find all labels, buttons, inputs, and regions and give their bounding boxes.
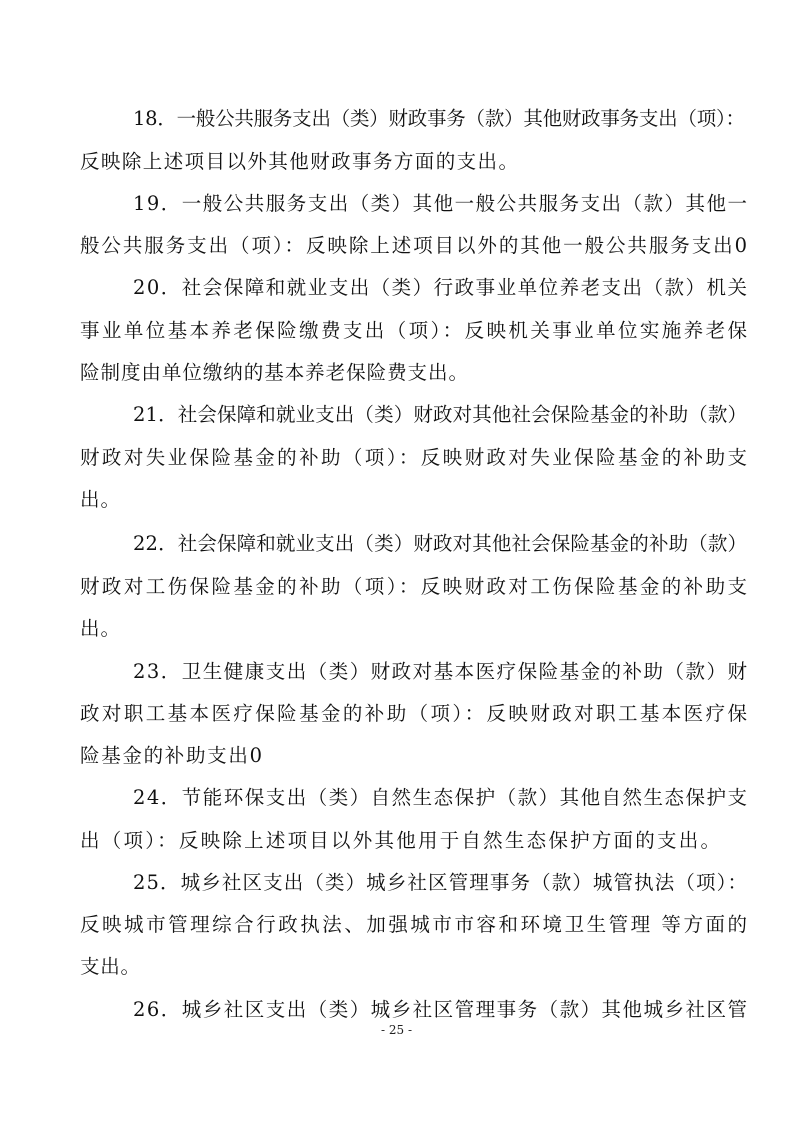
paragraph-22-line-3: 出。 xyxy=(80,617,121,640)
paragraph-22-line-1: 22．社会保障和就业支出（类）财政对其他社会保险基金的补助（款） xyxy=(133,532,748,555)
paragraph-26-line-1: 26．城乡社区支出（类）城乡社区管理事务（款）其他城乡社区管 xyxy=(133,998,749,1021)
paragraph-20-line-3: 险制度由单位缴纳的基本养老保险费支出。 xyxy=(80,361,469,384)
paragraph-25-line-3: 支出。 xyxy=(80,955,141,978)
paragraph-20-line-1: 20．社会保障和就业支出（类）行政事业单位养老支出（款）机关 xyxy=(133,276,749,299)
paragraph-20-line-2: 事业单位基本养老保险缴费支出（项）：反映机关事业单位实施养老保 xyxy=(80,319,750,342)
paragraph-23-line-1: 23．卫生健康支出（类）财政对基本医疗保险基金的补助（款）财 xyxy=(133,660,749,683)
paragraph-25-line-2: 反映城市管理综合行政执法、加强城市市容和环境卫生管理 等方面的 xyxy=(80,913,750,936)
paragraph-19-line-1: 19．一般公共服务支出（类）其他一般公共服务支出（款）其他一 xyxy=(133,192,749,215)
paragraph-18-line-1: 18．一般公共服务支出（类）财政事务（款）其他财政事务支出（项）： xyxy=(133,107,745,130)
paragraph-21-line-2: 财政对失业保险基金的补助（项）：反映财政对失业保险基金的补助支 xyxy=(80,446,750,469)
paragraph-25-line-1: 25．城乡社区支出（类）城乡社区管理事务（款）城管执法（项）： xyxy=(133,871,749,894)
paragraph-19-line-2: 般公共服务支出（项）：反映除上述项目以外的其他一般公共服务支出0 xyxy=(80,234,749,257)
paragraph-21-line-3: 出。 xyxy=(80,488,121,511)
paragraph-24-line-1: 24．节能环保支出（类）自然生态保护（款）其他自然生态保护支 xyxy=(133,786,749,809)
page-number: - 25 - xyxy=(380,1023,412,1037)
paragraph-23-line-2: 政对职工基本医疗保险基金的补助（项）：反映财政对职工基本医疗保 xyxy=(80,702,750,725)
paragraph-23-line-3: 险基金的补助支出0 xyxy=(80,744,264,767)
paragraph-24-line-2: 出（项）：反映除上述项目以外其他用于自然生态保护方面的支出。 xyxy=(80,829,723,852)
paragraph-22-line-2: 财政对工伤保险基金的补助（项）：反映财政对工伤保险基金的补助支 xyxy=(80,575,750,598)
paragraph-21-line-1: 21．社会保障和就业支出（类）财政对其他社会保险基金的补助（款） xyxy=(133,403,748,426)
paragraph-18-line-2: 反映除上述项目以外其他财政事务方面的支出。 xyxy=(80,150,520,173)
